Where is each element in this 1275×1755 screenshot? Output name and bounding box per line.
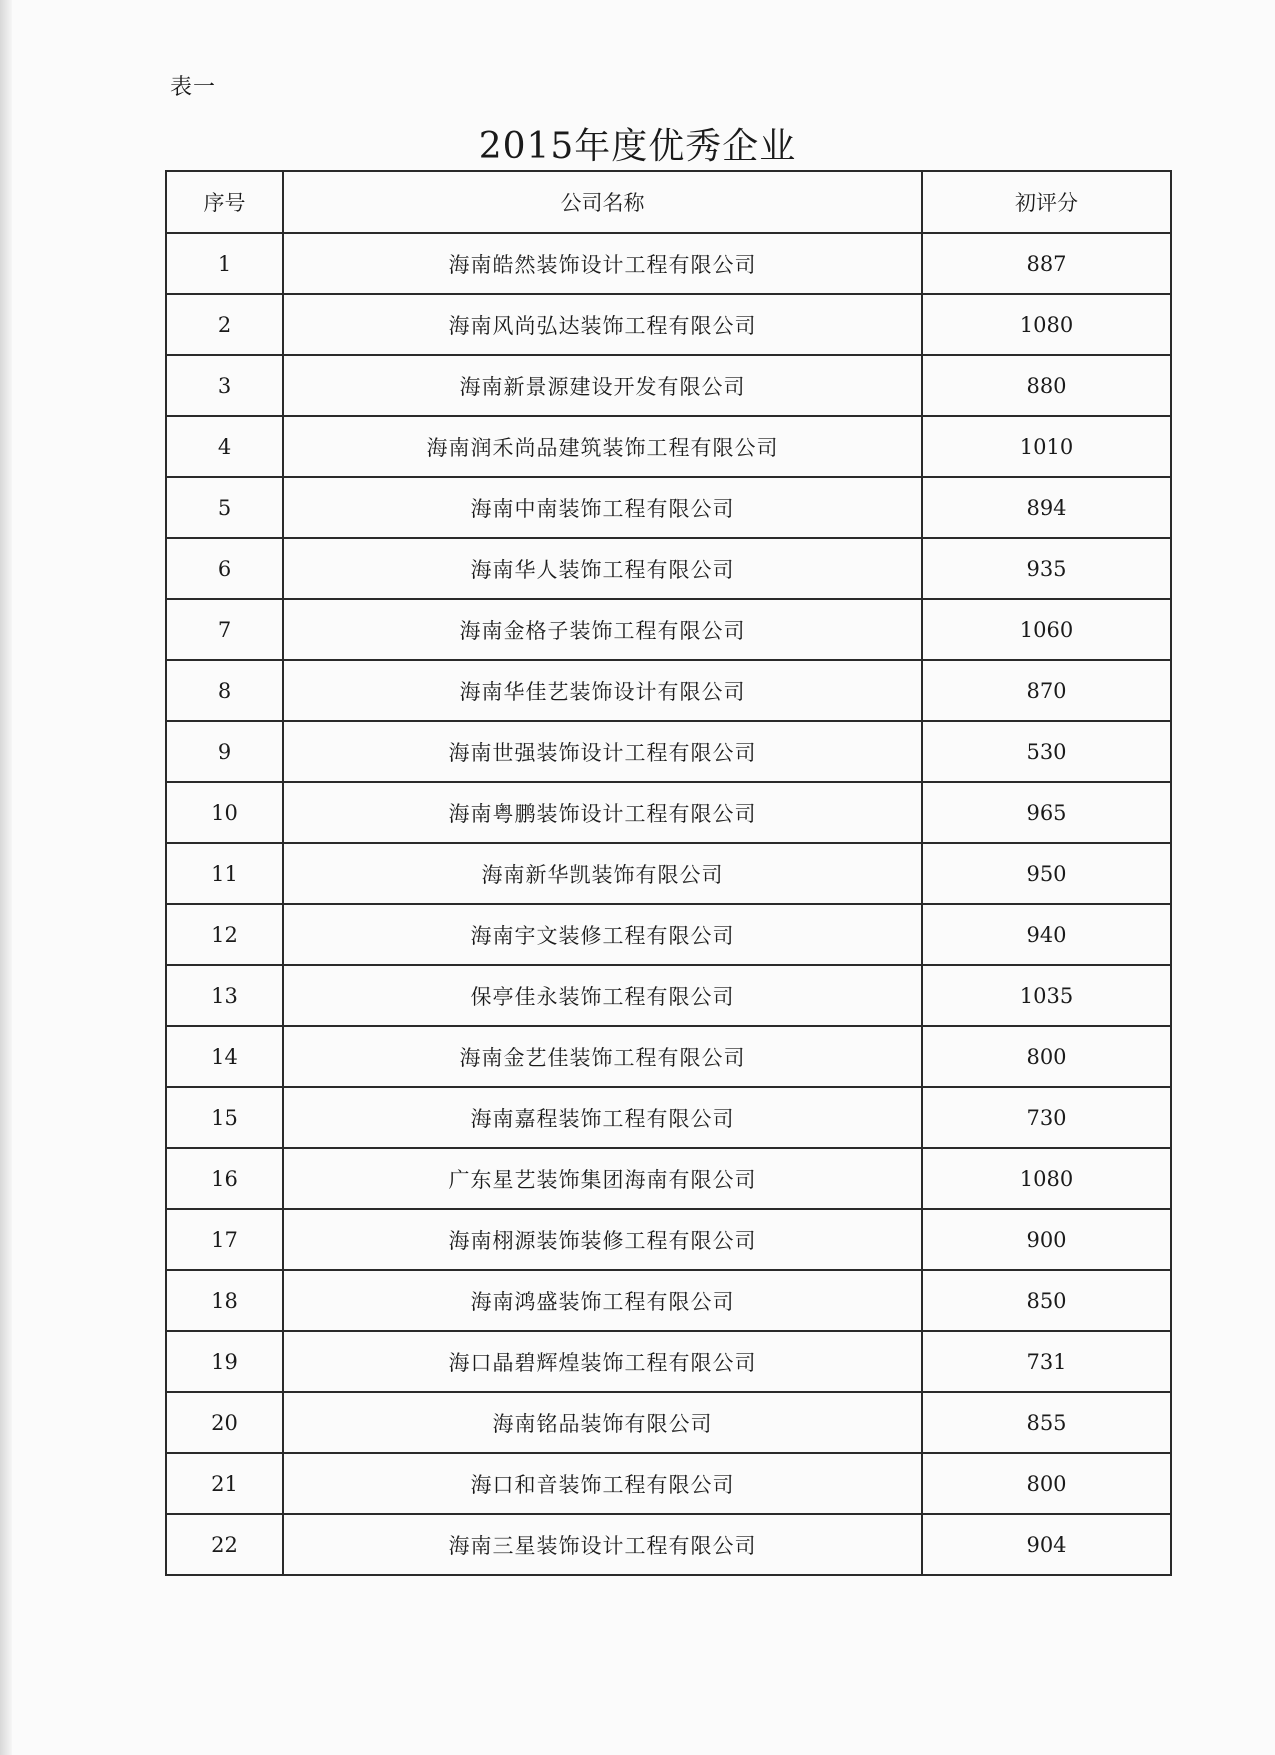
row-company-name: 海南金艺佳装饰工程有限公司 [283,1026,922,1087]
row-seq: 4 [166,416,283,477]
table-row [166,1392,1171,1453]
row-seq: 15 [166,1087,283,1148]
header-initial-score: 初评分 [922,171,1171,233]
table-row [166,782,1171,843]
row-initial-score: 887 [922,233,1171,294]
row-initial-score: 1080 [922,294,1171,355]
row-initial-score: 850 [922,1270,1171,1331]
table-row [166,355,1171,416]
row-company-name: 海南风尚弘达装饰工程有限公司 [283,294,922,355]
table-row [166,843,1171,904]
row-seq: 19 [166,1331,283,1392]
row-seq: 16 [166,1148,283,1209]
row-company-name: 海南华佳艺装饰设计有限公司 [283,660,922,721]
row-seq: 8 [166,660,283,721]
row-seq: 12 [166,904,283,965]
row-company-name: 海南新景源建设开发有限公司 [283,355,922,416]
table-row [166,477,1171,538]
row-initial-score: 1080 [922,1148,1171,1209]
row-seq: 22 [166,1514,283,1575]
row-company-name: 海口和音装饰工程有限公司 [283,1453,922,1514]
companies-table [165,170,1172,1576]
table-row [166,233,1171,294]
row-initial-score: 900 [922,1209,1171,1270]
row-initial-score: 904 [922,1514,1171,1575]
row-initial-score: 870 [922,660,1171,721]
table-header-row [166,171,1171,233]
row-company-name: 海南新华凯装饰有限公司 [283,843,922,904]
row-company-name: 海南宇文装修工程有限公司 [283,904,922,965]
row-initial-score: 950 [922,843,1171,904]
row-initial-score: 731 [922,1331,1171,1392]
row-seq: 13 [166,965,283,1026]
row-company-name: 海南世强装饰设计工程有限公司 [283,721,922,782]
row-company-name: 海南三星装饰设计工程有限公司 [283,1514,922,1575]
row-seq: 17 [166,1209,283,1270]
document-title: 2015年度优秀企业 [478,126,797,167]
row-company-name: 海南华人装饰工程有限公司 [283,538,922,599]
row-seq: 7 [166,599,283,660]
row-initial-score: 894 [922,477,1171,538]
table-row [166,721,1171,782]
row-initial-score: 800 [922,1026,1171,1087]
row-initial-score: 1060 [922,599,1171,660]
row-initial-score: 855 [922,1392,1171,1453]
row-seq: 1 [166,233,283,294]
header-seq: 序号 [166,171,283,233]
row-seq: 21 [166,1453,283,1514]
table-row [166,1270,1171,1331]
row-initial-score: 1035 [922,965,1171,1026]
table-body [166,233,1171,1575]
row-seq: 20 [166,1392,283,1453]
scan-edge-shadow [0,0,12,1755]
row-seq: 5 [166,477,283,538]
row-company-name: 广东星艺装饰集团海南有限公司 [283,1148,922,1209]
table-row [166,660,1171,721]
row-company-name: 海南中南装饰工程有限公司 [283,477,922,538]
row-initial-score: 935 [922,538,1171,599]
header-company-name: 公司名称 [283,171,922,233]
table-row [166,1209,1171,1270]
table-row [166,1148,1171,1209]
table-label: 表一 [170,75,217,100]
row-company-name: 海南皓然装饰设计工程有限公司 [283,233,922,294]
row-company-name: 海南铭品装饰有限公司 [283,1392,922,1453]
row-initial-score: 530 [922,721,1171,782]
table-row [166,1026,1171,1087]
table-row [166,1087,1171,1148]
row-seq: 10 [166,782,283,843]
row-company-name: 保亭佳永装饰工程有限公司 [283,965,922,1026]
row-company-name: 海南鸿盛装饰工程有限公司 [283,1270,922,1331]
table-row [166,416,1171,477]
row-company-name: 海南栩源装饰装修工程有限公司 [283,1209,922,1270]
row-company-name: 海南粤鹏装饰设计工程有限公司 [283,782,922,843]
row-seq: 18 [166,1270,283,1331]
row-seq: 11 [166,843,283,904]
table-row [166,1453,1171,1514]
row-seq: 3 [166,355,283,416]
row-company-name: 海南润禾尚品建筑装饰工程有限公司 [283,416,922,477]
row-initial-score: 800 [922,1453,1171,1514]
row-seq: 2 [166,294,283,355]
table-row [166,965,1171,1026]
row-initial-score: 880 [922,355,1171,416]
table-row [166,904,1171,965]
row-initial-score: 940 [922,904,1171,965]
row-company-name: 海口晶碧辉煌装饰工程有限公司 [283,1331,922,1392]
row-seq: 9 [166,721,283,782]
table-row [166,1331,1171,1392]
row-seq: 6 [166,538,283,599]
row-initial-score: 965 [922,782,1171,843]
row-company-name: 海南金格子装饰工程有限公司 [283,599,922,660]
table-row [166,538,1171,599]
table-row [166,599,1171,660]
row-initial-score: 730 [922,1087,1171,1148]
row-company-name: 海南嘉程装饰工程有限公司 [283,1087,922,1148]
row-seq: 14 [166,1026,283,1087]
row-initial-score: 1010 [922,416,1171,477]
table-row [166,294,1171,355]
table-row [166,1514,1171,1575]
